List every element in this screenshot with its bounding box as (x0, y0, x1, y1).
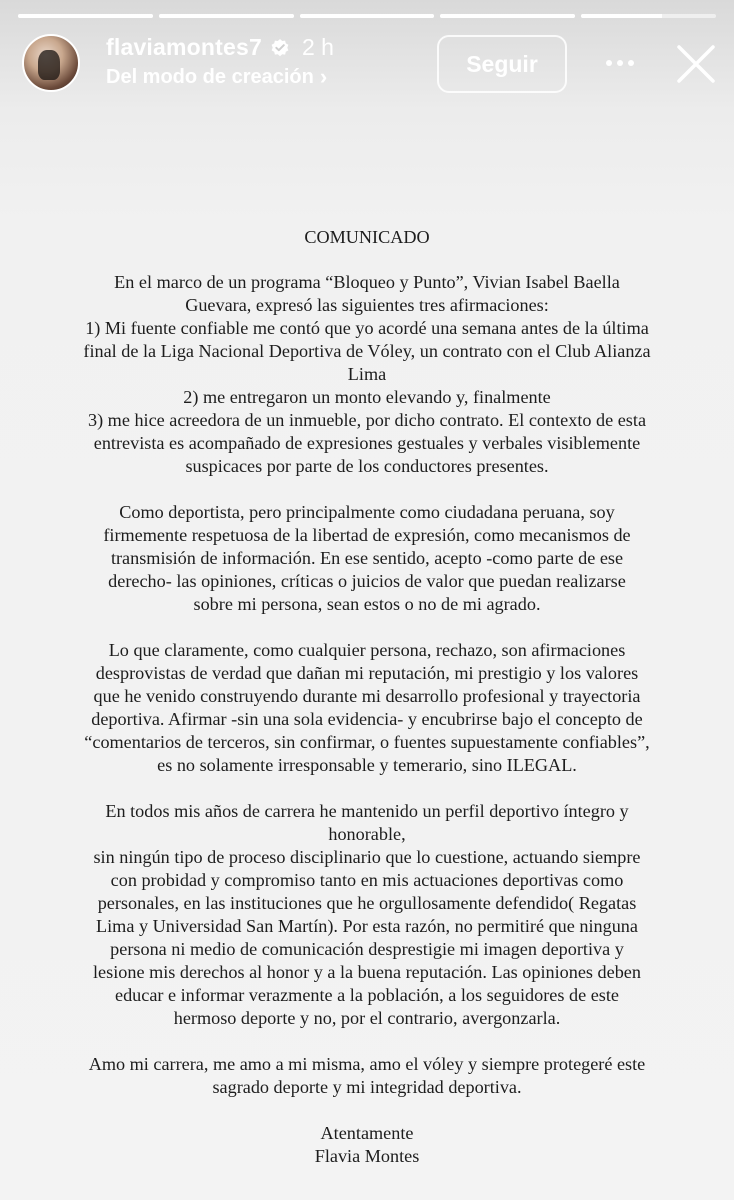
closing-text: Atentamente (320, 1123, 414, 1143)
statement-line: derecho- las opiniones, críticas o juicios de valor que puedan realizarse (108, 571, 626, 591)
story-progress-bar (18, 14, 716, 18)
statement-line: firmemente respetuosa de la libertad de expresión, como mecanismos de (103, 525, 631, 545)
statement-paragraph (20, 1053, 714, 1099)
more-dot (617, 60, 623, 66)
progress-fill (18, 14, 153, 18)
statement-document (20, 226, 714, 1168)
statement-line: suspicaces por parte de los conductores presentes. (185, 456, 549, 476)
close-icon[interactable] (674, 42, 718, 86)
progress-segment (300, 14, 435, 18)
statement-line: Lo que claramente, como cualquier persona, rechazo, son afirmaciones (108, 640, 626, 660)
subtitle-row[interactable] (106, 63, 328, 89)
statement-signoff (20, 1122, 714, 1168)
progress-fill (581, 14, 662, 18)
statement-line: En todos mis años de carrera he mantenido un perfil deportivo íntegro y (105, 801, 629, 821)
statement-line: transmisión de información. En ese sentido, acepto -como parte de ese (110, 548, 624, 568)
progress-fill (159, 14, 294, 18)
more-options-icon[interactable] (600, 50, 640, 76)
statement-line: lesione mis derechos al honor y a la buena reputación. Las opiniones deben (93, 962, 641, 982)
more-dot (628, 60, 634, 66)
statement-line: 1) Mi fuente confiable me contó que yo acordé una semana antes de la última (85, 318, 649, 338)
statement-line: 3) me hice acreedora de un inmueble, por dicho contrato. El contexto de esta (87, 410, 647, 430)
statement-line: Amo mi carrera, me amo a mi misma, amo el vóley y siempre protegeré este (88, 1054, 646, 1074)
statement-line: persona ni medio de comunicación desprestigie mi imagen deportiva y (110, 939, 624, 959)
post-time: 2 h (302, 34, 334, 60)
statement-line: hermoso deporte y no, por el contrario, avergonzarla. (173, 1008, 561, 1028)
statement-body (20, 271, 714, 1099)
progress-segment (581, 14, 716, 18)
statement-line: En el marco de un programa “Bloqueo y Punto”, Vivian Isabel Baella (114, 272, 620, 292)
statement-line: personales, en las instituciones que he orgullosamente defendido( Regatas (97, 893, 637, 913)
more-dot (606, 60, 612, 66)
username[interactable]: flaviamontes7 (106, 34, 262, 60)
statement-paragraph (20, 501, 714, 616)
statement-line: 2) me entregaron un monto elevando y, finalmente (183, 387, 551, 407)
statement-line: educar e informar verazmente a la población, a los seguidores de este (115, 985, 619, 1005)
statement-line: que he venido construyendo durante mi desarrollo profesional y trayectoria (93, 686, 641, 706)
creation-mode-label[interactable]: Del modo de creación (106, 66, 314, 88)
statement-line: Lima (347, 364, 387, 384)
statement-line: Guevara, expresó las siguientes tres afirmaciones: (185, 295, 549, 315)
follow-button[interactable]: Seguir (437, 35, 567, 93)
signature-text: Flavia Montes (314, 1146, 420, 1166)
statement-line: con probidad y compromiso tanto en mis actuaciones deportivas como (110, 870, 624, 890)
progress-segment (440, 14, 575, 18)
chevron-right-icon: › (319, 63, 328, 89)
progress-fill (440, 14, 575, 18)
statement-paragraph (20, 271, 714, 478)
progress-segment (159, 14, 294, 18)
statement-line: desprovistas de verdad que dañan mi reputación, mi prestigio y los valores (95, 663, 639, 683)
verified-badge-icon (270, 38, 290, 58)
statement-line: Como deportista, pero principalmente como ciudadana peruana, soy (119, 502, 615, 522)
statement-line: entrevista es acompañado de expresiones gestuales y verbales visiblemente (93, 433, 641, 453)
statement-line: sagrado deporte y mi integridad deportiva. (212, 1077, 522, 1097)
avatar[interactable] (22, 34, 80, 92)
statement-line: sobre mi persona, sean estos o no de mi agrado. (193, 594, 541, 614)
statement-line: “comentarios de terceros, sin confirmar, o fuentes supuestamente confiables”, (84, 732, 650, 752)
avatar-photo (38, 50, 60, 80)
statement-paragraph (20, 800, 714, 1030)
statement-line: honorable, (328, 824, 406, 844)
statement-line: final de la Liga Nacional Deportiva de Vóley, un contrato con el Club Alianza (83, 341, 651, 361)
statement-paragraph (20, 639, 714, 777)
progress-fill (300, 14, 435, 18)
statement-line: es no solamente irresponsable y temerario, sino ILEGAL. (157, 755, 577, 775)
statement-line: Lima y Universidad San Martín). Por esta razón, no permitiré que ninguna (96, 916, 638, 936)
progress-segment (18, 14, 153, 18)
user-row (106, 34, 334, 61)
statement-line: sin ningún tipo de proceso disciplinario que lo cuestione, actuando siempre (93, 847, 641, 867)
statement-line: deportiva. Afirmar -sin una sola evidencia- y encubrirse bajo el concepto de (91, 709, 643, 729)
statement-title: COMUNICADO (304, 227, 430, 247)
